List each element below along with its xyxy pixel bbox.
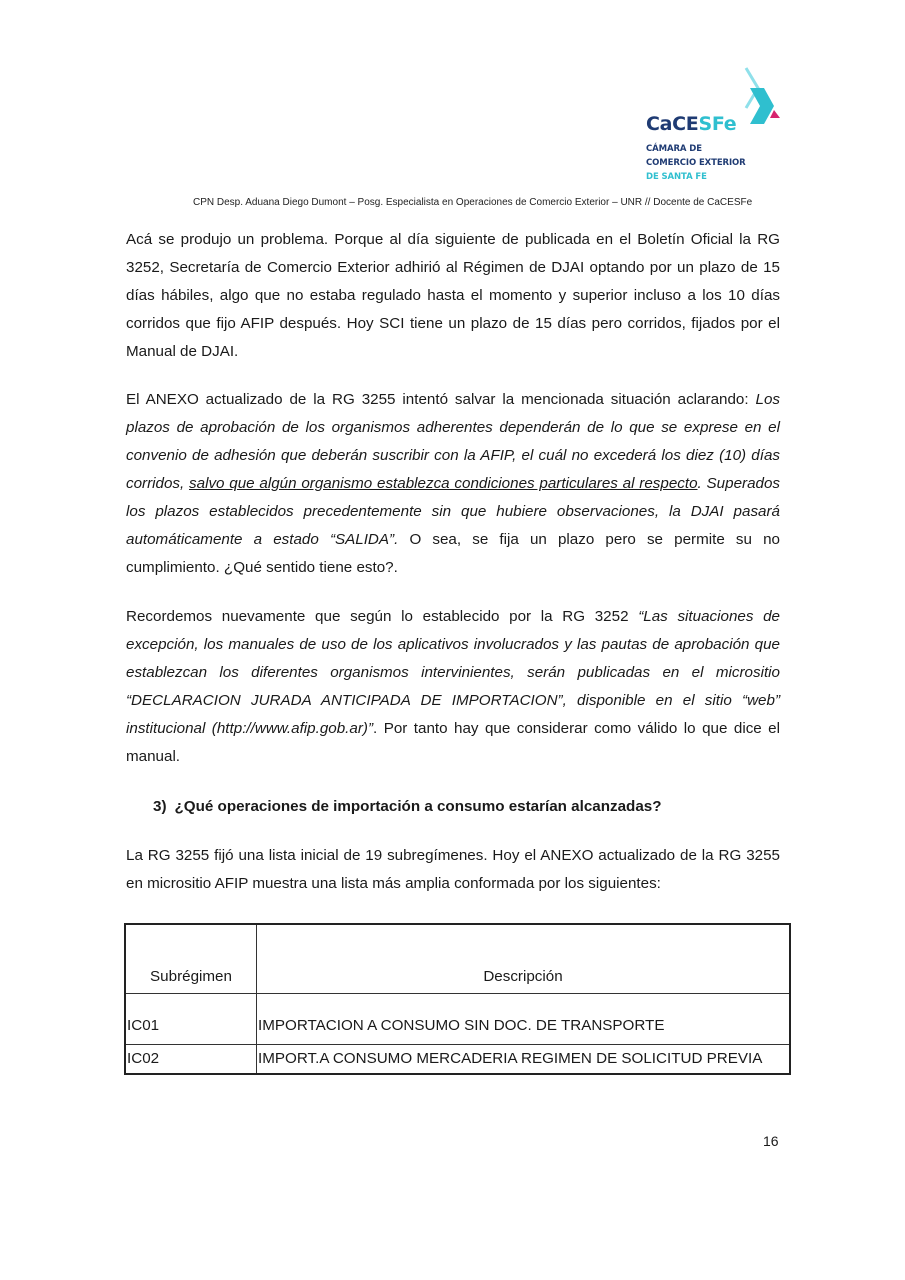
paragraph-3 (126, 603, 780, 771)
paragraph-2-tail: O sea, se fija un plazo pero se permite su no cumplimiento. ¿Qué sentido tiene esto?. (126, 531, 780, 576)
subregimen-code: IC02 (125, 1045, 257, 1075)
table-row (125, 994, 790, 1045)
paragraph-3-tail: . Por tanto hay que considerar como válido lo que dice el manual. (126, 720, 780, 765)
chevron-logo-icon (740, 66, 782, 136)
logo-line-2: COMERCIO EXTERIOR (646, 158, 746, 168)
paragraph-2-underlined: salvo que algún organismo establezca condiciones particulares al respecto (189, 475, 698, 492)
table-row (125, 1045, 790, 1075)
table-header-row (125, 924, 790, 994)
paragraph-2-quote-1: Los plazos de aprobación de los organismos adherentes dependerán de lo que se exprese en el convenio de adhesión que deberán suscribir con la AFIP, el cuál no excederá los diez (10) días corridos, (126, 391, 780, 492)
logo-line-3: DE SANTA FE (646, 172, 707, 182)
logo-name (646, 113, 736, 135)
column-header-subregimen: Subrégimen (125, 924, 257, 994)
page-header: CPN Desp. Aduana Diego Dumont – Posg. Especialista en Operaciones de Comercio Exterior – UNR // Docente de CaCESFe (193, 197, 753, 208)
logo-name-accent: SFe (698, 113, 737, 135)
subregimen-description: IMPORT.A CONSUMO MERCADERIA REGIMEN DE SOLICITUD PREVIA (257, 1045, 791, 1075)
subregimen-description: IMPORTACION A CONSUMO SIN DOC. DE TRANSPORTE (257, 994, 791, 1045)
paragraph-1: Acá se produjo un problema. Porque al día siguiente de publicada en el Boletín Oficial la RG 3252, Secretaría de Comercio Exterior adhirió al Régimen de DJAI optando por un plazo de 15 días hábiles, algo que no estaba regulado hasta el momento y superior incluso a los 10 días corridos que fijo AFIP después. Hoy SCI tiene un plazo de 15 días pero corridos, fijados por el Manual de DJAI. (126, 231, 780, 360)
logo-line-1: CÁMARA DE (646, 144, 702, 154)
section-number: 3) (153, 798, 167, 815)
paragraph-2-lead: El ANEXO actualizado de la RG 3255 intentó salvar la mencionada situación aclarando: (126, 391, 756, 408)
paragraph-2-quote-2: . Superados los plazos establecidos precedentemente sin que hubiere observaciones, la DJAI pasará automáticamente a estado “SALIDA”. (126, 475, 781, 548)
page-number: 16 (763, 1133, 779, 1149)
column-header-descripcion: Descripción (257, 924, 791, 994)
section-title: ¿Qué operaciones de importación a consumo estarían alcanzadas? (174, 798, 662, 815)
subregimen-table (124, 923, 791, 1075)
paragraph-2 (126, 386, 780, 582)
logo-name-main: CaCE (646, 113, 699, 135)
subregimen-code: IC01 (125, 994, 257, 1045)
paragraph-5: La RG 3255 fijó una lista inicial de 19 subregímenes. Hoy el ANEXO actualizado de la RG 3255 en micrositio AFIP muestra una lista más amplia conformada por los siguientes: (126, 847, 780, 892)
paragraph-3-lead: Recordemos nuevamente que según lo establecido por la RG 3252 (126, 608, 639, 625)
paragraph-3-quote: “Las situaciones de excepción, los manuales de uso de los aplicativos involucrados y las pautas de aprobación que establezcan los diferentes organismos intervinientes, serán publicadas en el micrositio “DECLARACION JURADA ANTICIPADA DE IMPORTACION”, disponible en el sitio “web” institucional (http://www.afip.gob.ar)” (126, 608, 780, 737)
cacesfe-logo (640, 66, 790, 186)
section-heading (153, 793, 662, 821)
